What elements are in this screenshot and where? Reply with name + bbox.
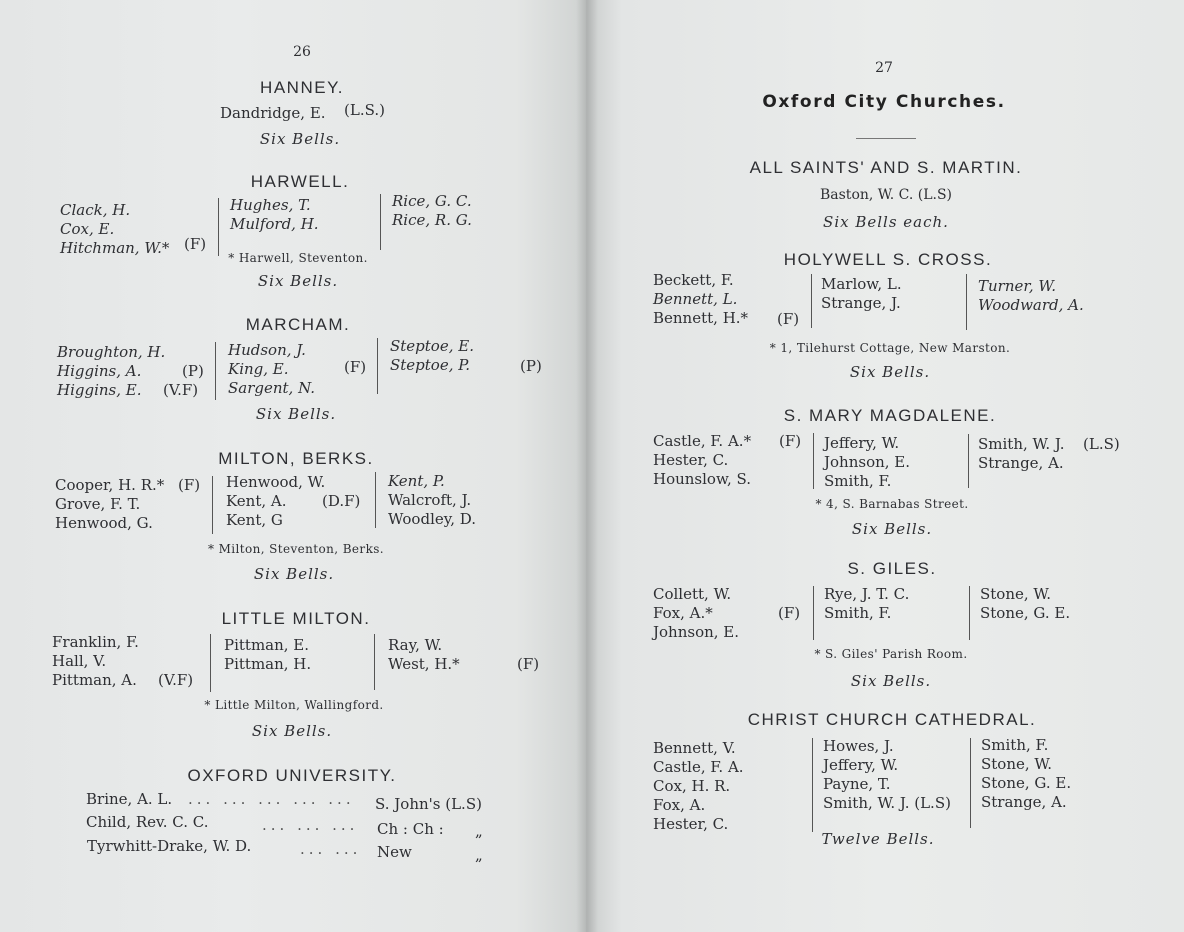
ringer-name: Higgins, E. (57, 381, 142, 399)
footnote: * Milton, Steventon, Berks. (207, 542, 385, 556)
ringer-name: Steptoe, E. (390, 337, 474, 355)
ringer-name: Brine, A. L. (86, 790, 173, 808)
ringer-name: Smith, W. J. (978, 435, 1065, 453)
ringer-name: Kent, A. (226, 492, 287, 510)
college-name: New (377, 843, 412, 861)
ringer-column (228, 341, 315, 398)
ringer-name: Marlow, L. (821, 275, 902, 293)
column-divider (380, 194, 381, 250)
column-divider (374, 634, 375, 690)
section-title-harwell: HARWELL. (250, 172, 350, 191)
page-heading: Oxford City Churches. (762, 92, 1006, 112)
ringer-name: Walcroft, J. (388, 491, 472, 509)
bells-count: Six Bells. (850, 672, 932, 690)
ringer-name: Rye, J. T. C. (824, 585, 910, 603)
bells-count: Six Bells. (851, 520, 933, 538)
bells-count: Six Bells. (259, 130, 341, 148)
ringer-name: Johnson, E. (653, 623, 740, 641)
ringer-mark: (L.S.) (344, 101, 385, 119)
column-divider (377, 338, 378, 394)
section-title-christ-church: CHRIST CHURCH CATHEDRAL. (747, 710, 1037, 729)
ringer-name: Kent, P. (388, 472, 445, 490)
column-divider (969, 586, 970, 640)
ringer-name: Hudson, J. (228, 341, 306, 359)
ringer-name: King, E. (228, 360, 289, 378)
ringer-name: Woodley, D. (388, 510, 477, 528)
college-name: Ch : Ch : (377, 820, 444, 838)
ringer-name: Jeffery, W. (823, 756, 899, 774)
ringer-name: Mulford, H. (230, 215, 319, 233)
heading-rule (856, 138, 916, 139)
book-gutter (576, 0, 598, 932)
ringer-name: Hughes, T. (230, 196, 311, 214)
ringer-column (978, 277, 1084, 315)
column-divider (218, 198, 219, 256)
ringer-name: Pittman, H. (224, 655, 312, 673)
ringer-name: Cox, H. R. (653, 777, 731, 795)
section-title-oxford-university: OXFORD UNIVERSITY. (187, 766, 397, 785)
university-row (87, 837, 251, 855)
ringer-column (57, 343, 165, 400)
ringer-mark: (V.F) (158, 671, 194, 689)
section-title-holywell: HOLYWELL S. CROSS. (783, 250, 993, 269)
ringer-name: Stone, W. (981, 755, 1052, 773)
ringer-column (653, 271, 748, 328)
ringer-name: Fox, A.* (653, 604, 713, 622)
leader-dots: ... ... ... (262, 816, 359, 834)
ringer-name: Higgins, A. (57, 362, 142, 380)
ringer-name: Henwood, W. (226, 473, 326, 491)
bells-count: Six Bells each. (823, 213, 949, 231)
ringer-name: Strange, A. (981, 793, 1067, 811)
ringer-name: Cooper, H. R.* (55, 476, 165, 494)
ringer-name: Beckett, F. (653, 271, 734, 289)
ringer-name: Hitchman, W.* (60, 239, 170, 257)
ringer-mark: (P) (182, 362, 204, 380)
ringer-column (388, 636, 460, 674)
ringer-name: Payne, T. (823, 775, 891, 793)
left-page (0, 0, 586, 932)
column-divider (215, 342, 216, 400)
bells-count: Twelve Bells. (821, 830, 935, 848)
university-row (86, 813, 208, 831)
ringer-column (653, 585, 739, 642)
footnote: * S. Giles' Parish Room. (814, 647, 968, 661)
ditto-mark: „ (475, 822, 483, 840)
ringer-column (980, 585, 1070, 623)
ringer-mark: (L.S) (1083, 435, 1120, 453)
page-number: 26 (293, 44, 311, 60)
ringer-mark: (V.F) (163, 381, 199, 399)
bells-count: Six Bells. (849, 363, 931, 381)
ringer-column (52, 633, 139, 690)
ringer-name: Dandridge, E. (220, 104, 326, 122)
ringer-name: Franklin, F. (52, 633, 139, 651)
column-divider (970, 738, 971, 828)
ringer-name: Sargent, N. (228, 379, 316, 397)
ringer-name: Turner, W. (978, 277, 1056, 295)
section-title-milton: MILTON, BERKS. (218, 449, 374, 468)
ringer-column (224, 636, 311, 674)
ringer-mark: (F) (779, 432, 802, 450)
ditto-mark: „ (475, 846, 483, 864)
section-title-little-milton: LITTLE MILTON. (221, 609, 371, 628)
ringer-column (390, 337, 474, 375)
ringer-name: Pittman, E. (224, 636, 310, 654)
college-name: S. John's (L.S) (375, 795, 482, 813)
ringer-mark: (F) (517, 655, 540, 673)
ringer-name: Woodward, A. (978, 296, 1084, 314)
ringer-name: Smith, F. (824, 604, 892, 622)
leader-dots: ... ... ... ... ... (188, 790, 355, 808)
ringer-mark: (F) (777, 310, 800, 328)
ringer-name: Child, Rev. C. C. (86, 813, 209, 831)
column-divider (210, 634, 211, 692)
ringer-name: Stone, W. (980, 585, 1051, 603)
ringer-name: Hester, C. (653, 815, 729, 833)
leader-dots: ... ... (300, 840, 362, 858)
ringer-name: Bennett, L. (653, 290, 738, 308)
ringer-mark: (F) (178, 476, 201, 494)
ringer-name: Castle, F. A. (653, 758, 744, 776)
ringer-name: Henwood, G. (55, 514, 153, 532)
footnote: * 1, Tilehurst Cottage, New Marston. (769, 341, 1011, 355)
ringer-name: West, H.* (388, 655, 460, 673)
ringer-column (653, 432, 751, 489)
column-divider (813, 433, 814, 489)
bells-count: Six Bells. (253, 565, 335, 583)
right-page (586, 0, 1184, 932)
ringer-name: Bennett, H.* (653, 309, 749, 327)
ringer-column (392, 192, 472, 230)
ringer-name: Smith, W. J. (L.S) (823, 794, 951, 812)
column-divider (811, 274, 812, 328)
ringer-column (824, 585, 909, 623)
section-title-marcham: MARCHAM. (245, 315, 351, 334)
footnote: * Little Milton, Wallingford. (204, 698, 384, 712)
ringer-column (388, 472, 476, 529)
column-divider (968, 434, 969, 488)
ringer-name: Bennett, V. (653, 739, 736, 757)
ringer-column (981, 736, 1071, 812)
ringer-name: Fox, A. (653, 796, 706, 814)
ringer-name: Howes, J. (823, 737, 894, 755)
ringer-name: Rice, R. G. (392, 211, 472, 229)
ringer-name: Hester, C. (653, 451, 729, 469)
bells-count: Six Bells. (255, 405, 337, 423)
ringer-name: Ray, W. (388, 636, 443, 654)
section-title-all-saints: ALL SAINTS' AND S. MARTIN. (749, 158, 1023, 177)
section-title-giles: S. GILES. (847, 559, 937, 578)
ringer-column (824, 434, 910, 491)
ringer-name: Smith, F. (824, 472, 892, 490)
footnote: * Harwell, Steventon. (228, 251, 368, 265)
ringer-column (226, 473, 325, 530)
section-title-hanney: HANNEY. (260, 78, 344, 97)
ringer-mark: (F) (184, 235, 207, 253)
university-row (86, 790, 172, 808)
footnote: * 4, S. Barnabas Street. (815, 497, 969, 511)
ringer-column (60, 201, 169, 258)
column-divider (212, 476, 213, 534)
ringer-mark: (F) (778, 604, 801, 622)
ringer-name: Stone, G. E. (981, 774, 1072, 792)
ringer-name: Hall, V. (52, 652, 107, 670)
bells-count: Six Bells. (257, 272, 339, 290)
ringer-name: Rice, G. C. (392, 192, 472, 210)
ringer-name: Strange, A. (978, 454, 1064, 472)
ringer-name: Johnson, E. (824, 453, 911, 471)
column-divider (375, 472, 376, 528)
ringer-name: Castle, F. A.* (653, 432, 752, 450)
ringer-name: Baston, W. C. (L.S) (819, 187, 953, 203)
section-title-mary-magdalene: S. MARY MAGDALENE. (783, 406, 997, 425)
ringer-name: Grove, F. T. (55, 495, 141, 513)
page-number: 27 (875, 60, 893, 76)
bells-count: Six Bells. (251, 722, 333, 740)
column-divider (813, 586, 814, 640)
ringer-mark: (F) (344, 358, 367, 376)
ringer-name: Pittman, A. (52, 671, 137, 689)
ringer-name: Jeffery, W. (824, 434, 900, 452)
ringer-name: Steptoe, P. (390, 356, 471, 374)
ringer-name: Stone, G. E. (980, 604, 1071, 622)
ringer-mark: (P) (520, 357, 542, 375)
column-divider (812, 738, 813, 832)
ringer-name: Tyrwhitt-Drake, W. D. (87, 837, 252, 855)
ringer-column (823, 737, 951, 813)
ringer-name: Broughton, H. (57, 343, 166, 361)
ringer-mark: (D.F) (322, 492, 361, 510)
ringer-column (978, 435, 1064, 473)
ringer-column (821, 275, 902, 313)
ringer-column (55, 476, 164, 533)
ringer-name: Clack, H. (60, 201, 131, 219)
ringer-name: Collett, W. (653, 585, 732, 603)
ringer-column (653, 739, 744, 834)
ringer-column (230, 196, 319, 234)
ringer-name: Cox, E. (60, 220, 115, 238)
ringer-name: Smith, F. (981, 736, 1049, 754)
ringer-name: Kent, G (226, 511, 283, 529)
ringer-name: Hounslow, S. (653, 470, 752, 488)
ringer-name: Strange, J. (821, 294, 901, 312)
column-divider (966, 274, 967, 330)
